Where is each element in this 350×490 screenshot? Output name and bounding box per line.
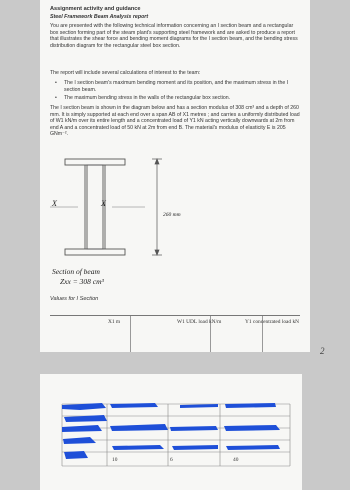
report-line: The report will include several calculations of interest to the team:	[50, 70, 201, 76]
table-cell-y1: 40	[233, 457, 239, 463]
table-caption: Values for I Section	[50, 296, 99, 302]
redaction-marks	[62, 403, 280, 459]
depth-label: 260 mm	[163, 212, 181, 218]
bullet-item: • The maximum bending stress in the walls of the rectangular box section.	[50, 95, 296, 102]
values-table-grid	[40, 374, 302, 490]
intro-paragraph: You are presented with the following technical information concerning an I section beam and a rectangular box section forming part of the steam plant's supporting steel framework and are asked to produce a report that illustrates the shear force and bending moment diagrams for the I section beam, and the bending stress distribution diagram for the rectangular steel box section.	[50, 23, 298, 49]
axis-label-right: X	[101, 199, 106, 208]
axis-label-left: X	[52, 199, 57, 208]
heading: Assignment activity and guidance	[50, 6, 141, 12]
document-page-2	[40, 374, 302, 490]
body-paragraph: The I section beam is shown in the diagram below and has a section modulus of 308 cm³ and a depth of 260 mm. It is simply supported at each end over a span AB of X1 metres ; and carries a uniformly distributed load of W1 kN/m over its entire length and a concentrated load of Y1 kN acting vertically downwards at 2m from end A and a concentrated load of 50 kN at 2m from end B. The material's modulus of elasticity E is 205 GNm⁻².	[50, 105, 300, 138]
subheading: Steel Framework Beam Analysis report	[50, 14, 149, 20]
section-modulus-caption: Zxx = 308 cm³	[60, 277, 104, 286]
table-header-y1: Y1 concentrated load kN	[245, 319, 300, 325]
document-page	[40, 0, 310, 352]
section-caption: Section of beam	[52, 267, 100, 276]
table-header-w1: W1 UDL load kN/m	[177, 319, 222, 325]
table-cell-x1: 10	[112, 457, 118, 463]
depth-dimension	[152, 159, 162, 255]
page-number: 2	[320, 346, 325, 356]
table-header-x1: X1 m	[108, 319, 121, 325]
table-cell-w1: 6	[170, 457, 173, 463]
values-table-header	[50, 315, 300, 352]
bullet-item: • The I section beam's maximum bending moment and its position, and the maximum stress in the I section beam.	[50, 80, 296, 93]
